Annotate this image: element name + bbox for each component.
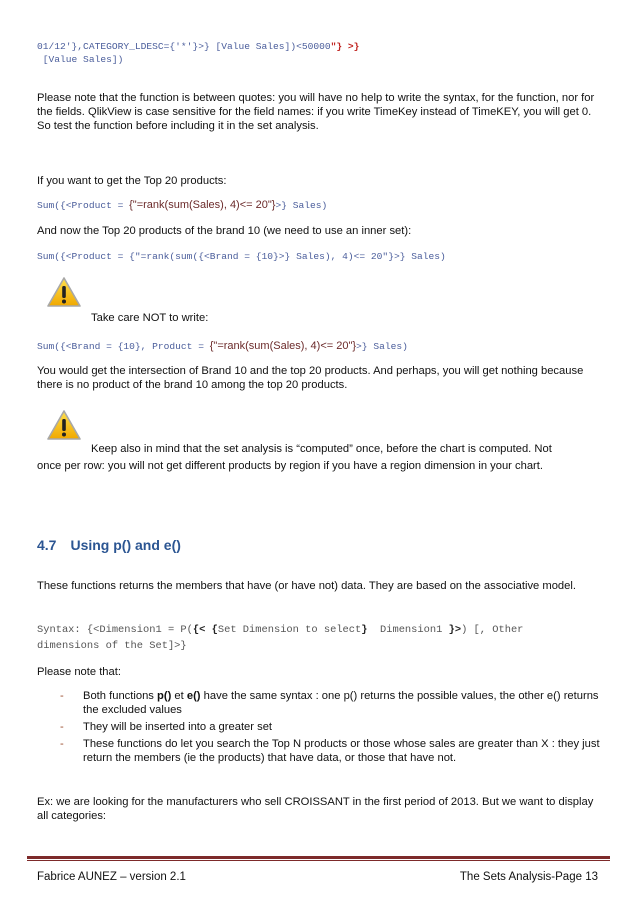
warning-text-1: Take care NOT to write: <box>91 312 209 324</box>
bullet-list <box>60 689 600 768</box>
list-item <box>60 737 600 765</box>
code-part: Sum({<Brand = {10}, Product = <box>37 341 210 352</box>
syntax-part: Dimension1 <box>367 624 449 636</box>
members-text: These functions returns the members that have (or have not) data. They are based on the associative model. <box>37 580 576 592</box>
list-item <box>60 689 600 717</box>
bullet-text: These functions do let you search the Top N products or those whose sales are greater than X : they just return the members (ie the products) that have data, or those that have not. <box>83 738 600 764</box>
bullet-text: They will be inserted into a greater set <box>83 721 273 733</box>
code-part: Sum({<Product = <box>37 200 130 211</box>
footer-rule <box>27 856 610 859</box>
bullet-bold: e() <box>186 690 201 702</box>
code-part: >} Sales) <box>275 200 328 211</box>
syntax-block <box>37 622 605 654</box>
warning-text-2-cont: once per row: you will not get different products by region if you have a region dimension in your chart. <box>37 460 543 472</box>
section-number: 4.7 <box>37 537 57 553</box>
footer-page-number: The Sets Analysis-Page 13 <box>459 871 598 883</box>
syntax-part: }> <box>448 624 462 636</box>
bullet-text: have the same syntax : one p() returns the possible values, the other e() returns the excluded values <box>83 690 599 716</box>
section-title: Using p() and e() <box>70 537 181 553</box>
syntax-part: Set Dimension to select <box>217 624 362 636</box>
syntax-part: Syntax: {<Dimension1 = P( <box>37 624 193 636</box>
code-part: "} <box>348 340 357 352</box>
syntax-part: } <box>361 624 368 636</box>
code-part: {" <box>129 199 137 211</box>
bullet-dash: - <box>60 738 64 750</box>
warning-icon <box>46 276 82 308</box>
wrong-code <box>37 340 605 353</box>
bullet-text: et <box>171 690 187 702</box>
syntax-part: dimensions of the Set]>} <box>37 640 187 652</box>
code-line-end: "} >} <box>330 41 360 52</box>
code-part: =rank(sum(Sales), 4)<= 20 <box>136 199 268 211</box>
code-line: 01/12'},CATEGORY_LDESC={'*'}>} [Value Sales])<50000 <box>37 41 331 52</box>
code-part: >} Sales) <box>356 341 408 352</box>
please-note: Please note that: <box>37 666 121 678</box>
syntax-part: ) [, Other <box>461 624 524 636</box>
footer-author: Fabrice AUNEZ – version 2.1 <box>37 871 186 883</box>
code-part: {" <box>209 340 218 352</box>
example-text: Ex: we are looking for the manufacturers who sell CROISSANT in the first period of 2013. But we want to display all categories: <box>37 796 594 822</box>
intersection-text: You would get the intersection of Brand 10 and the top 20 products. And perhaps, you will get nothing because there is no product of the brand 10 among the top 20 products. <box>37 365 584 391</box>
note-paragraph: Please note that the function is between quotes: you will have no help to write the syntax, for the function, nor for the fields. QlikView is case sensitive for the field names: if you write TimeKey instead of TimeKEY, you will get 0. So test the function before including it in the set analysis. <box>37 92 595 132</box>
code-line: [Value Sales]) <box>37 54 124 65</box>
bullet-dash: - <box>60 721 64 733</box>
footer-rule <box>27 860 610 861</box>
top20-code <box>37 199 605 212</box>
bullet-text: Both functions <box>83 690 158 702</box>
brand-code: Sum({<Product = {"=rank(sum({<Brand = {10}>} Sales), 4)<= 20"}>} Sales) <box>37 251 446 262</box>
code-snippet-top <box>37 40 605 66</box>
brand-intro: And now the Top 20 products of the brand 10 (we need to use an inner set): <box>37 225 412 237</box>
warning-icon <box>46 409 82 441</box>
code-part: "} <box>267 199 276 211</box>
warning-text-2: Keep also in mind that the set analysis is “computed” once, before the chart is computed. Not <box>91 443 552 455</box>
list-item <box>60 720 600 734</box>
top20-intro: If you want to get the Top 20 products: <box>37 175 227 187</box>
code-part: =rank(sum(Sales), 4)<= 20 <box>217 340 349 352</box>
bullet-dash: - <box>60 690 64 702</box>
syntax-part: {< { <box>192 624 218 636</box>
bullet-bold: p() <box>157 690 172 702</box>
section-heading <box>37 537 605 553</box>
